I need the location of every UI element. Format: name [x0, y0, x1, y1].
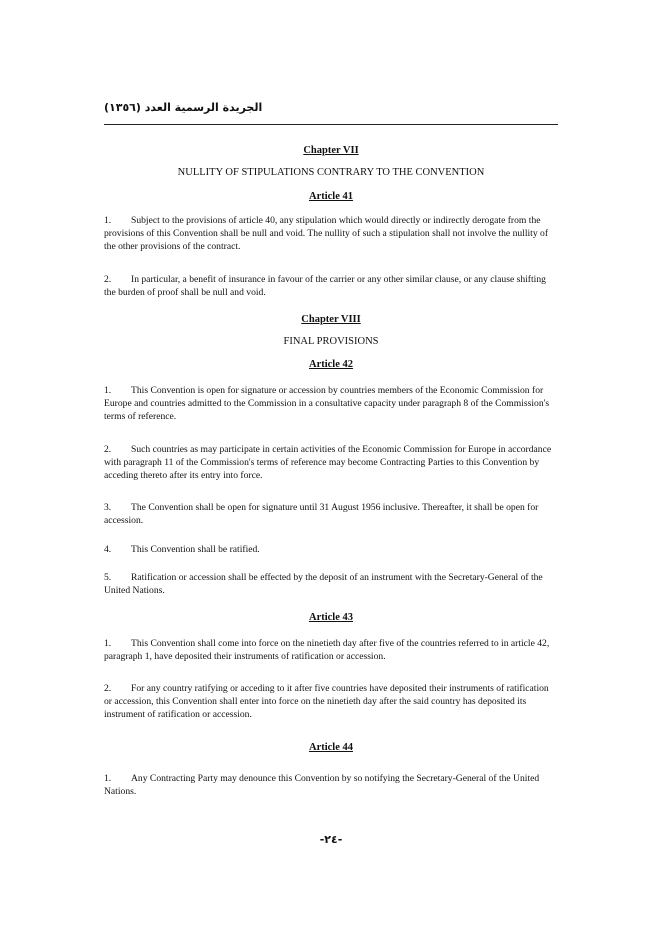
chapter-8-title: FINAL PROVISIONS	[283, 336, 379, 347]
article-43-heading: Article 43	[308, 612, 354, 623]
header-rule	[104, 124, 558, 125]
article-42-paragraph-3	[104, 501, 558, 527]
chapter-8-heading: Chapter VIII	[301, 314, 361, 325]
article-42-paragraph-5	[104, 571, 558, 597]
paragraph-text: This Convention shall be ratified.	[131, 544, 260, 555]
article-42-paragraph-2	[104, 443, 558, 482]
paragraph-text: The Convention shall be open for signature until 31 August 1956 inclusive. Thereafter, it shall be open for accession.	[104, 502, 539, 526]
article-44-paragraph-1	[104, 772, 558, 798]
paragraph-number: 1.	[104, 215, 112, 226]
paragraph-number: 1.	[104, 638, 112, 649]
paragraph-number: 2.	[104, 444, 112, 455]
gazette-header	[104, 101, 558, 114]
article-42-paragraph-1	[104, 384, 558, 423]
gazette-header-text: الجريدة الرسمية العدد (١٣٥٦)	[104, 101, 263, 114]
paragraph-text: Such countries as may participate in certain activities of the Economic Commission for Europe in accordance with paragraph 11 of the Commission's terms of reference may become Contracting Parties to this Convention by acceding thereto after its entry into force.	[104, 444, 552, 481]
article-42-heading: Article 42	[308, 359, 354, 370]
chapter-7-title: NULLITY OF STIPULATIONS CONTRARY TO THE CONVENTION	[177, 167, 485, 178]
page-number: -٢٤-	[319, 833, 343, 846]
paragraph-text: Ratification or accession shall be effected by the deposit of an instrument with the Secretary-General of the United Nations.	[104, 572, 543, 596]
paragraph-number: 5.	[104, 572, 112, 583]
paragraph-number: 2.	[104, 274, 112, 285]
paragraph-text: Subject to the provisions of article 40, any stipulation which would directly or indirectly derogate from the provisions of this Convention shall be null and void. The nullity of such a stipulation shall not involve the nullity of the other provisions of the contract.	[104, 215, 549, 252]
paragraph-number: 3.	[104, 502, 112, 513]
paragraph-number: 1.	[104, 773, 112, 784]
article-41-paragraph-1	[104, 214, 558, 253]
article-41-paragraph-2	[104, 273, 558, 299]
paragraph-number: 4.	[104, 544, 112, 555]
paragraph-number: 1.	[104, 385, 112, 396]
paragraph-number: 2.	[104, 683, 112, 694]
paragraph-text: This Convention is open for signature or accession by countries members of the Economic Commission for Europe and countries admitted to the Commission in a consultative capacity under paragraph 8 of the Commission's terms of reference.	[104, 385, 550, 422]
paragraph-text: Any Contracting Party may denounce this Convention by so notifying the Secretary-General of the United Nations.	[104, 773, 540, 797]
paragraph-text: This Convention shall come into force on the ninetieth day after five of the countries referred to in article 42, paragraph 1, have deposited their instruments of ratification or accession.	[104, 638, 550, 662]
article-43-paragraph-2	[104, 682, 558, 721]
chapter-7-heading: Chapter VII	[303, 145, 359, 156]
article-43-paragraph-1	[104, 637, 558, 663]
paragraph-text: For any country ratifying or acceding to it after five countries have deposited their instruments of ratification or accession, this Convention shall enter into force on the ninetieth day after the said country has deposited its instrument of ratification or accession.	[104, 683, 549, 720]
article-41-heading: Article 41	[308, 191, 354, 202]
paragraph-text: In particular, a benefit of insurance in favour of the carrier or any other similar clause, or any clause shifting the burden of proof shall be null and void.	[104, 274, 546, 298]
article-44-heading: Article 44	[308, 742, 354, 753]
article-42-paragraph-4	[104, 543, 558, 556]
